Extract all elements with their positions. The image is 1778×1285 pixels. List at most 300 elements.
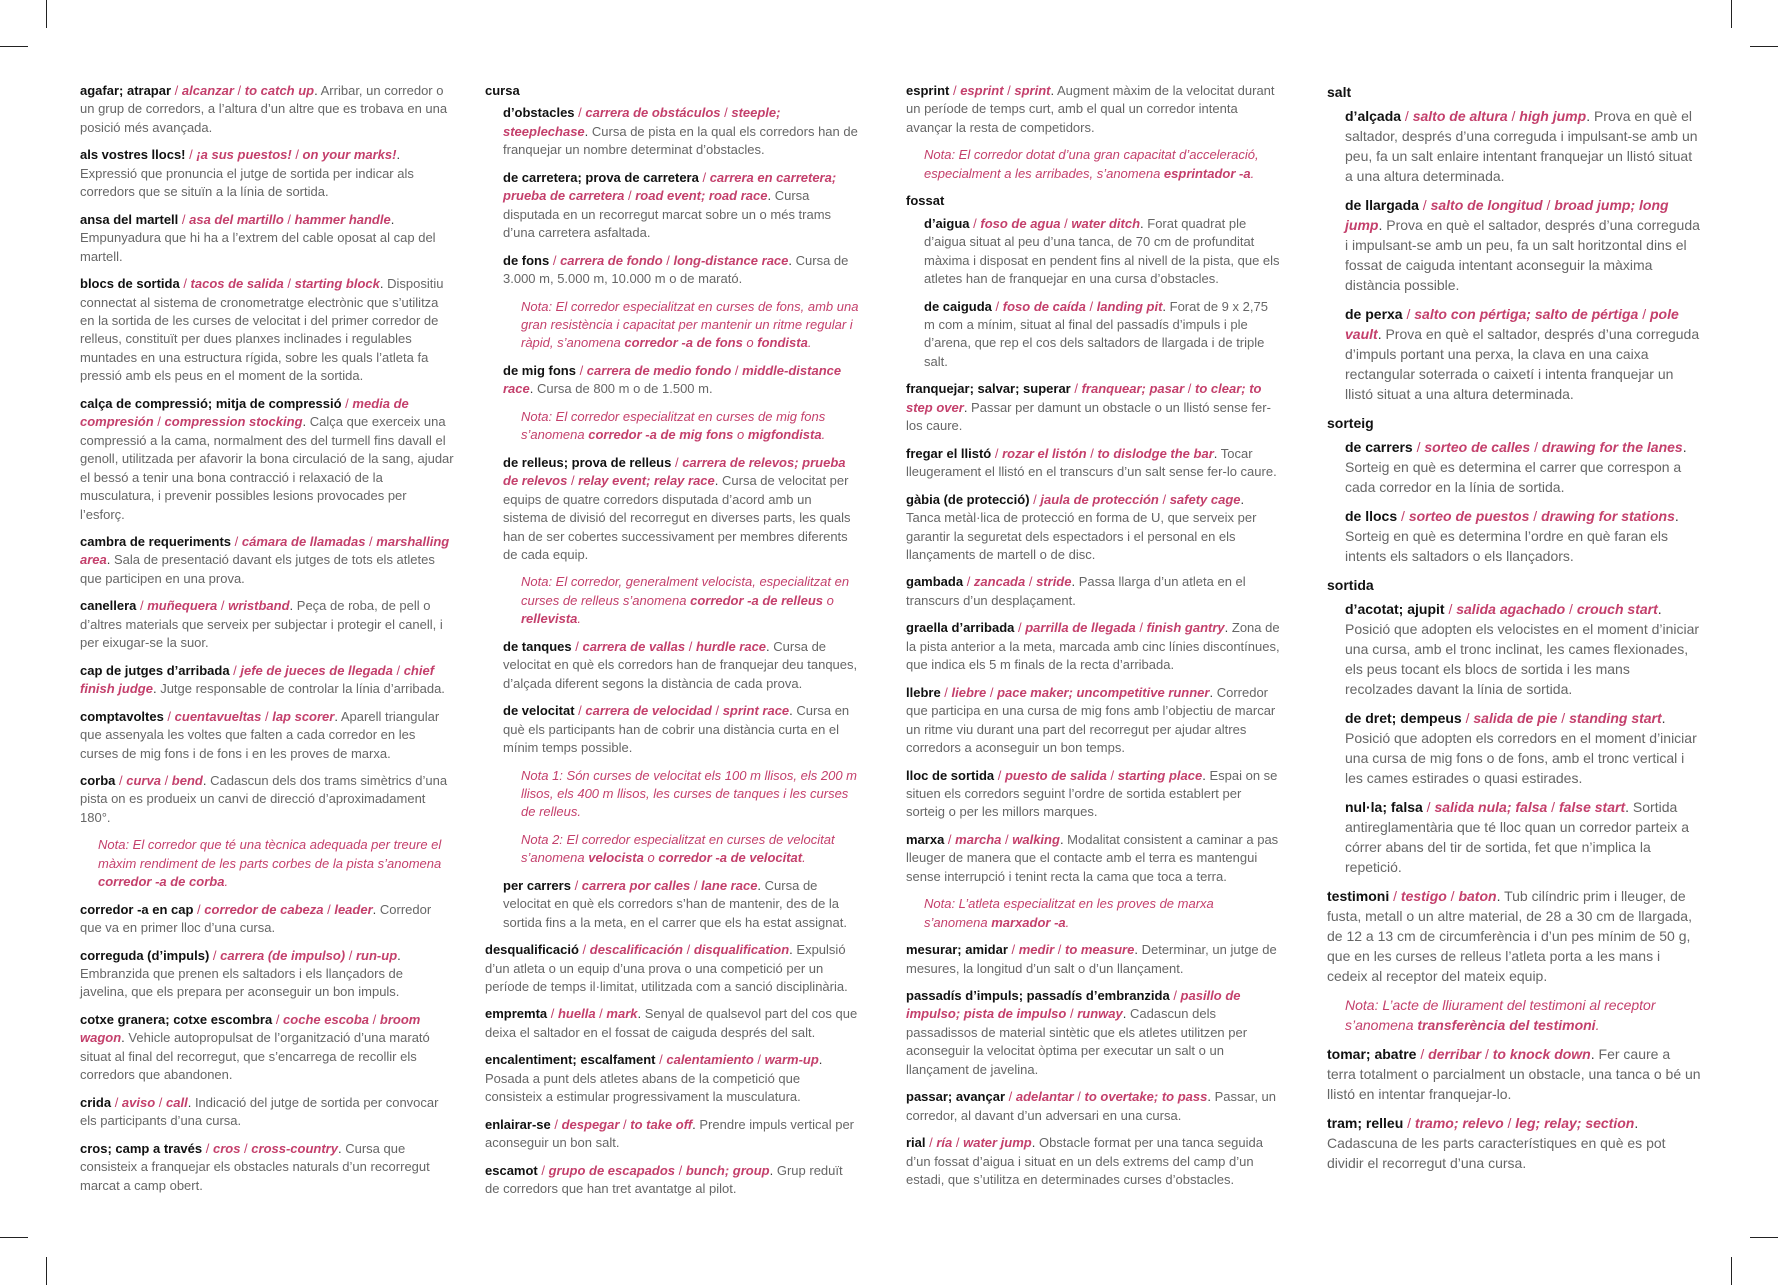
entry-body: d’aigua / foso de agua / water ditch. Forat quadrat ple d’aigua situat al peu d’una tanca, de 70 cm de profunditat màxima i disposat en pendent fins al nivell de la pista, que els atletes han de franquejar en una cursa d’obstacles.	[924, 215, 1280, 287]
note-text: o	[742, 335, 758, 351]
entry-definition: Cadascun dels dos trams simètrics d’una pista on es produeix un canvi de direcció d’aproximadament 180°.	[80, 772, 448, 825]
entry-translation: middle-distance race	[503, 362, 842, 397]
entry-term: rial	[906, 1135, 926, 1151]
entry-translation: media de compresión	[80, 395, 409, 430]
entry-term: d’alçada	[1345, 108, 1402, 124]
entry-translation: franquear; pasar	[1081, 381, 1185, 397]
separator: /	[1029, 491, 1041, 507]
separator: /	[365, 533, 377, 549]
separator: /	[925, 1135, 937, 1151]
separator: /	[231, 533, 242, 549]
entry-term: mesurar; amidar	[906, 942, 1008, 958]
glossary-entry	[906, 1088, 1280, 1125]
entry-note	[521, 831, 859, 868]
entry-term: desqualificació	[485, 942, 579, 958]
entry-term: franquejar; salvar; superar	[906, 381, 1071, 397]
separator: /	[1461, 710, 1474, 726]
entry-translation: to clear; to step over	[906, 381, 1262, 415]
separator: /	[369, 1011, 380, 1027]
glossary-entry	[1345, 106, 1701, 186]
entry-translation: despegar	[561, 1116, 620, 1132]
entry-body: crida / aviso / call. Indicació del jutge de sortida per convocar els participants d’una cursa.	[80, 1094, 439, 1129]
entry-term: graella d’arribada	[906, 620, 1015, 636]
note-text: .	[807, 335, 812, 351]
glossary-entry	[924, 215, 1280, 289]
entry-body: de caiguda / foso de caída / landing pit. Forat de 9 x 2,75 m com a mínim, situat al final del passadís d’impuls i ple d’arena, que rep el cos dels saltadors de llargada i de triple salt.	[924, 298, 1268, 369]
entry-term: cambra de requeriments	[80, 533, 232, 549]
separator: /	[753, 1052, 765, 1068]
separator: /	[1530, 439, 1542, 455]
entry-translation: to take off	[630, 1116, 693, 1132]
glossary-entry	[906, 445, 1280, 482]
separator: /	[1014, 620, 1026, 636]
entry-translation: derribar	[1428, 1046, 1482, 1062]
entry-note	[924, 895, 1280, 932]
entry-translation: ¡a sus puestos!	[196, 147, 292, 163]
separator: /	[1007, 942, 1019, 958]
entry-body: esprint / esprint / sprint. Augment màxim de la velocitat durant un període de temps curt, amb el qual un corredor intenta avançar la resta de competidors.	[906, 83, 1275, 135]
entry-definition: Jutge responsable de controlar la línia d’arribada.	[160, 681, 445, 697]
entry-translation: descalificación	[589, 942, 683, 958]
separator: /	[549, 252, 561, 268]
entry-translation: puesto de salida	[1004, 767, 1107, 783]
entry-body: de fons / carrera de fondo / long-distance race. Cursa de 3.000 m, 5.000 m, 10.000 m o de marató.	[503, 252, 849, 287]
entry-body: cotxe granera; cotxe escombra / coche escoba / broom wagon. Vehicle autopropulsat de l’organització d’una marató situat al final del recorregut, que s’encarrega de recollir els corredors que abandonen.	[80, 1011, 430, 1083]
entry-definition: Embranzida que prenen els saltadors i els llançadors de javelina, que els prepara per aconseguir un bon impuls.	[80, 966, 404, 1000]
separator: /	[1106, 767, 1118, 783]
entry-definition: Passar, un corredor, al davant d’un adversari en una cursa.	[906, 1089, 1277, 1123]
entry-note	[521, 573, 859, 628]
entry-definition: Tub cilíndric prim i lleuger, de fusta, metall o un altre material, de 28 a 30 cm de llargada, de 12 a 13 cm de circumferència i d’un pes mínim de 50 g, que en les curses de relleus l’atleta porta a les mans i cedeix al receptor del mateix equip.	[1327, 888, 1692, 984]
note-term: corredor -a de velocitat	[658, 850, 803, 866]
entry-translation: adelantar	[1015, 1089, 1074, 1105]
glossary-entry	[80, 395, 454, 524]
entry-translation: testigo	[1400, 888, 1447, 904]
entry-term: tram; relleu	[1327, 1115, 1404, 1131]
entry-translation: stride	[1036, 574, 1072, 590]
separator: /	[963, 574, 974, 590]
separator: /	[682, 942, 694, 958]
entry-term: de dret; dempeus	[1345, 710, 1462, 726]
separator: /	[1565, 601, 1577, 617]
entry-body: per carrers / carrera por calles / lane race. Cursa de velocitat en què els corredors s’han de mantenir, des de la sortida fins a la meta, en el carrer que els ha estat assignat.	[503, 877, 847, 930]
entry-translation: sorteo de puestos	[1408, 508, 1530, 524]
entry-translation: lap scorer	[272, 708, 335, 724]
note-text: Nota: El corredor especialitzat en curses de fons, amb una gran resistència i capacitat per mantenir un ritme regular i ràpid, s’anomena	[521, 298, 859, 351]
entry-body: nul·la; falsa / salida nula; falsa / false start. Sortida antireglamentària que té lloc quan un corredor parteix a córrer abans del tir de sortida, fet que n’implica la repetició.	[1345, 799, 1689, 875]
separator: /	[217, 598, 229, 614]
separator: /	[991, 298, 1003, 314]
entry-definition: Cadascuna de les parts característiques en què es pot dividir el recorregut d’una cursa.	[1327, 1135, 1666, 1171]
entry-body: canellera / muñequera / wristband. Peça de roba, de pell o d’altres materials que serveix per subjectar i protegir el canell, i per eixugar-se la suor.	[80, 598, 443, 651]
entry-definition: Zona de la pista anterior a la meta, marcada amb cinc línies discontínues, que indica els 5 m finals de la recta d’arribada.	[906, 620, 1280, 673]
entry-translation: chief finish judge	[80, 662, 435, 697]
entry-body: corredor -a en cap / corredor de cabeza / leader. Corredor que va en primer lloc d’una cursa.	[80, 901, 432, 936]
group-heading: sortida	[1327, 577, 1374, 593]
entry-body: de carretera; prova de carretera / carrera en carretera; prueba de carretera / road event; road race. Cursa disputada en un recorregut marcat sobre un o més trams d’una carretera asfaltada.	[503, 169, 837, 241]
entry-term: testimoni	[1327, 888, 1390, 904]
entry-term: escamot	[485, 1162, 538, 1178]
glossary-column-3	[906, 82, 1280, 1199]
separator: /	[994, 767, 1005, 783]
entry-definition: Cadascun dels passadissos de material sintètic que els atletes utilitzen per aconseguir la velocitat òptima per executar un salt o un llançament de javelina.	[906, 1006, 1248, 1077]
separator: /	[233, 83, 245, 98]
entry-body: comptavoltes / cuentavueltas / lap scorer. Aparell triangular que assenyala les voltes que falten a cada corredor en les curses de mig fons i de fons i en les proves de marxa.	[80, 708, 440, 761]
entry-translation: broad jump; long jump	[1345, 197, 1669, 233]
entry-translation: drawing for stations	[1541, 508, 1675, 524]
entry-body: cros; camp a través / cros / cross-country. Cursa que consisteix a franquejar els obstacles naturals d’un recorregut marcat a camp obert.	[80, 1140, 430, 1193]
separator: /	[991, 445, 1003, 461]
note-text: Nota: L’acte de lliurament del testimoni al receptor s’anomena	[1345, 997, 1656, 1033]
separator: /	[160, 772, 172, 788]
entry-definition: Cursa de velocitat en què els corredors han de franquejar deu tanques, d’alçada diferent segons la distància de cada prova.	[503, 638, 858, 691]
entry-term: passadís d’impuls; passadís d’embranzida	[906, 988, 1170, 1004]
entry-body: ansa del martell / asa del martillo / hammer handle. Empunyadura que hi ha a l’extrem del cable oposat al cap del martell.	[80, 211, 436, 264]
separator: /	[193, 901, 205, 917]
entry-body: agafar; atrapar / alcanzar / to catch up. Arribar, un corredor o un grup de corredors, a l’altura d’un altre que es trobava en una posició més avançada.	[80, 83, 448, 135]
separator: /	[323, 901, 335, 917]
entry-body: gambada / zancada / stride. Passa llarga d’un atleta en el transcurs d’un desplaçament.	[906, 574, 1246, 608]
separator: /	[949, 83, 961, 98]
entry-translation: pace maker; uncompetitive runner	[997, 684, 1210, 700]
separator: /	[1542, 197, 1555, 213]
entry-translation: salida nula; falsa	[1434, 799, 1548, 815]
separator: /	[202, 1140, 213, 1156]
separator: /	[136, 598, 148, 614]
entry-translation: aviso	[121, 1094, 156, 1110]
entry-translation: long-distance race	[673, 252, 789, 268]
note-term: corredor -a de fons	[624, 335, 743, 351]
glossary-entry	[906, 831, 1280, 886]
separator: /	[1184, 381, 1196, 397]
entry-body: als vostres llocs! / ¡a sus puestos! / on your marks!. Expressió que pronuncia el jutge de sortida per indicar als corredors que se situïn a la línia de sortida.	[80, 147, 414, 200]
entry-translation: esprint	[960, 83, 1004, 98]
glossary-entry	[906, 380, 1280, 435]
entry-term: gambada	[906, 574, 964, 590]
entry-term: blocs de sortida	[80, 276, 180, 292]
entry-term: de velocitat	[503, 703, 575, 719]
glossary-entry	[80, 772, 454, 827]
note-term: corredor -a de relleus	[690, 592, 824, 608]
separator: /	[163, 708, 175, 724]
entry-translation: zancada	[973, 574, 1026, 590]
entry-term: de carrers	[1345, 439, 1413, 455]
entry-translation: carrera de medio fondo	[586, 362, 732, 378]
entry-translation: landing pit	[1096, 298, 1163, 314]
entry-translation: carrera de vallas	[582, 638, 686, 654]
separator: /	[1169, 988, 1181, 1004]
separator: /	[595, 1006, 607, 1022]
note-term: migfondista	[747, 427, 822, 443]
separator: /	[575, 362, 587, 378]
entry-body: enlairar-se / despegar / to take off. Prendre impuls vertical per aconseguir un bon salt.	[485, 1116, 855, 1151]
entry-definition: Peça de roba, de pell o d’altres materials que serveix per subjectar i protegir el canell, i per eixugar-se la suor.	[80, 598, 443, 651]
entry-term: d’acotat; ajupit	[1345, 601, 1445, 617]
separator: /	[291, 147, 303, 163]
entry-translation: carrera de relevos; prueba de relevos	[503, 454, 846, 489]
entry-translation: liebre	[951, 684, 987, 700]
group-heading: fossat	[906, 193, 945, 209]
glossary-entry	[906, 619, 1280, 674]
separator: /	[261, 708, 273, 724]
glossary-entry	[1327, 886, 1701, 986]
separator: /	[969, 215, 981, 231]
entry-body: marxa / marcha / walking. Modalitat consistent a caminar a pas lleuger de manera que el contacte amb el terra es mantengui sense interrupció i tenint recta la cama que toca a terra.	[906, 831, 1279, 884]
entry-translation: calentamiento	[666, 1052, 754, 1068]
entry-translation: wristband	[228, 598, 290, 614]
entry-translation: medir	[1018, 942, 1055, 958]
note-text: Nota: El corredor, generalment velocista, especialitzat en curses de relleus s’anomena	[521, 574, 850, 608]
entry-definition: Cursa de velocitat en què els corredors s’han de mantenir, des de la sortida fins a la meta, en el carrer que els ha estat assignat.	[503, 877, 847, 930]
entry-body: escamot / grupo de escapados / bunch; group. Grup reduït de corredors que han tret avantatge al pilot.	[485, 1162, 843, 1197]
separator: /	[944, 831, 956, 847]
entry-translation: curva	[126, 772, 161, 788]
entry-definition: Sorteig en què es determina el carrer que correspon a cada corredor en la línia de sortida.	[1345, 459, 1682, 495]
entry-definition: Tanca metàl·lica de protecció en forma de U, que serveix per garantir la seguretat dels espectadors i el personal en els llançaments de martell o de disc.	[906, 510, 1257, 562]
glossary-entry	[80, 708, 454, 763]
crop-mark	[0, 1237, 28, 1238]
separator: /	[185, 147, 197, 163]
entry-body: de dret; dempeus / salida de pie / standing start. Posició que adopten els corredors en el moment d’iniciar una cursa de mig fons o de fons, amb el tronc vertical i les cames estirades o quasi estirades.	[1345, 710, 1697, 786]
entry-translation: mark	[606, 1006, 638, 1022]
entry-definition: Corredor que participa en una cursa de mig fons amb l’objectiu de marcar un ritme viu durant una part del recorregut per ajudar altres corredors a aconseguir un bon temps.	[906, 684, 1276, 756]
entry-body: tram; relleu / tramo; relevo / leg; relay; section. Cadascuna de les parts característiques en què es pot dividir el recorregut d’una cursa.	[1327, 1115, 1666, 1171]
separator: /	[1397, 508, 1409, 524]
entry-definition: Cursa de 800 m o de 1.500 m.	[536, 381, 713, 397]
note-text: o	[823, 592, 834, 608]
entry-translation: warm-up	[764, 1052, 819, 1068]
glossary-entry	[1327, 1113, 1701, 1173]
glossary-entry	[906, 941, 1280, 978]
entry-body: lloc de sortida / puesto de salida / starting place. Espai on se situen els corredors seguint l’ordre de sortida establert per sorteig o per les millors marques.	[906, 767, 1278, 820]
separator: /	[1001, 831, 1013, 847]
note-text: .	[802, 850, 806, 866]
entry-translation: call	[166, 1094, 188, 1110]
entry-definition: Forat de 9 x 2,75 m com a mínim, situat al final del passadís d’impuls i ple d’arena, que rep el cos dels saltadors de llargada i de triple salt.	[924, 298, 1268, 369]
entry-term: tomar; abatre	[1327, 1046, 1417, 1062]
note-text: Nota: El corredor dotat d’una gran capacitat d’acceleració, especialment a les arribades, s’anomena	[924, 147, 1259, 181]
entry-term: cap de jutges d’arribada	[80, 662, 230, 678]
entry-definition: Prendre impuls vertical per aconseguir un bon salt.	[485, 1116, 855, 1151]
entry-translation: carrera de fondo	[560, 252, 663, 268]
entry-translation: bunch; group	[685, 1162, 770, 1178]
separator: /	[341, 395, 353, 411]
separator: /	[574, 703, 586, 719]
separator: /	[1085, 298, 1097, 314]
separator: /	[624, 188, 636, 204]
separator: /	[283, 276, 295, 292]
separator: /	[675, 1162, 686, 1178]
separator: /	[1481, 1046, 1493, 1062]
entry-body: fregar el llistó / rozar el listón / to dislodge the bar. Tocar lleugerament el llistó en el transcurs d’un salt sense fer-lo caure.	[906, 445, 1277, 480]
note-text: Nota: El corredor que té una tècnica adequada per treure el màxim rendiment de les parts corbes de la pista s’anomena	[98, 837, 442, 871]
entry-translation: water jump	[963, 1135, 1032, 1151]
glossary-entry	[485, 1162, 859, 1199]
glossary-entry	[80, 1011, 454, 1085]
entry-definition: Cursa de velocitat per equips de quatre corredors disputada d’acord amb un sistema de divisió del recorregut en diverses parts, les quals han de ser cobertes successivament per membres diferents de cada equip.	[503, 473, 851, 562]
glossary-entry	[80, 275, 454, 386]
crop-mark	[0, 46, 28, 47]
entry-term: de carretera; prova de carretera	[503, 169, 699, 185]
entry-term: de fons	[503, 252, 550, 268]
glossary-entry	[485, 941, 859, 996]
separator: /	[986, 684, 998, 700]
entry-translation: grupo de escapados	[548, 1162, 676, 1178]
separator: /	[345, 947, 356, 963]
entry-translation: safety cage	[1169, 491, 1241, 507]
entry-translation: to catch up	[244, 83, 315, 98]
entry-translation: standing start	[1569, 710, 1662, 726]
entry-translation: walking	[1012, 831, 1060, 847]
entry-definition: Sala de presentació davant els jutges de tots els atletes que participen en una prova.	[80, 552, 435, 586]
glossary-entry	[503, 638, 859, 693]
glossary-entry	[80, 146, 454, 201]
entry-term: lloc de sortida	[906, 767, 995, 783]
entry-translation: carrera por calles	[581, 877, 691, 893]
entry-term: corredor -a en cap	[80, 901, 194, 917]
note-term: marxador -a	[991, 914, 1066, 930]
entry-body: de tanques / carrera de vallas / hurdle race. Cursa de velocitat en què els corredors han de franquejar deu tanques, d’alçada diferent segons la distància de cada prova.	[503, 638, 858, 691]
separator: /	[179, 276, 191, 292]
entry-translation: to dislodge the bar	[1097, 445, 1214, 461]
entry-term: correguda (d’impuls)	[80, 947, 210, 963]
entry-body: d’obstacles / carrera de obstáculos / steeple; steeplechase. Cursa de pista en la qual els corredors han de franquejar un nombre determinat d’obstacles.	[503, 105, 858, 158]
separator: /	[1418, 197, 1431, 213]
note-text: .	[1595, 1017, 1600, 1033]
entry-translation: salto de longitud	[1430, 197, 1543, 213]
glossary-entry	[485, 1051, 859, 1106]
separator: /	[1557, 710, 1570, 726]
entry-translation: starting block	[294, 276, 380, 292]
entry-note	[924, 146, 1280, 183]
entry-definition: Espai on se situen els corredors seguint l’ordre de sortida establert per sorteig o per les millors marques.	[906, 767, 1278, 820]
entry-translation: cros	[212, 1140, 241, 1156]
glossary-column-2	[485, 82, 859, 1208]
entry-term: de llocs	[1345, 508, 1398, 524]
separator: /	[272, 1011, 284, 1027]
entry-term: ansa del martell	[80, 211, 179, 227]
entry-note	[521, 298, 859, 353]
separator: /	[1638, 306, 1650, 322]
entry-translation: to measure	[1064, 942, 1135, 958]
separator: /	[1446, 888, 1459, 904]
note-text: .	[577, 611, 581, 627]
separator: /	[1005, 1089, 1016, 1105]
separator: /	[1003, 83, 1015, 98]
crop-mark	[1750, 1237, 1778, 1238]
crop-mark	[1750, 46, 1778, 47]
note-text: o	[643, 850, 659, 866]
glossary-entry	[906, 491, 1280, 565]
note-term: fondista	[757, 335, 808, 351]
separator: /	[662, 252, 674, 268]
crop-mark	[46, 1257, 47, 1285]
separator: /	[1507, 108, 1520, 124]
entry-term: crida	[80, 1094, 112, 1110]
entry-body: llebre / liebre / pace maker; uncompetitive runner. Corredor que participa en una cursa de mig fons amb l’objectiu de marcar un ritme viu durant una part del recorregut per ajudar altres corredors a aconseguir un bon temps.	[906, 684, 1276, 756]
entry-translation: cross-country	[251, 1140, 338, 1156]
glossary-entry	[1345, 708, 1701, 788]
entry-translation: false start	[1558, 799, 1626, 815]
separator: /	[1086, 445, 1098, 461]
separator: /	[229, 662, 241, 678]
entry-body: corba / curva / bend. Cadascun dels dos trams simètrics d’una pista on es produeix un canvi de direcció d’aproximadament 180°.	[80, 772, 448, 825]
glossary-entry	[906, 1134, 1280, 1189]
entry-definition: Expressió que pronuncia el jutge de sortida per indicar als corredors que se situïn a la línia de sortida.	[80, 165, 414, 200]
entry-translation: baton	[1458, 888, 1497, 904]
glossary-entry	[1327, 1044, 1701, 1104]
entry-translation: finish gantry	[1146, 620, 1225, 636]
glossary-entry	[503, 362, 859, 399]
separator: /	[711, 703, 723, 719]
entry-translation: salto de altura	[1412, 108, 1508, 124]
separator: /	[283, 211, 295, 227]
group-heading: cursa	[485, 83, 520, 98]
entry-body: cap de jutges d’arribada / jefe de jueces de llegada / chief finish judge. Jutge responsable de controlar la línia d’arribada.	[80, 662, 445, 697]
entry-definition: Prova en què el saltador, després d’una correguda i impulsant-se amb un peu, fa un salt horitzontal dins el fossat de caiguda intentant aconseguir la màxima distància possible.	[1345, 217, 1700, 293]
entry-body: de relleus; prova de relleus / carrera de relevos; prueba de relevos / relay event; relay race. Cursa de velocitat per equips de quatre corredors disputada d’acord amb un sistema de divisió del recorregut en diverses parts, les quals han de ser cobertes successivament per membres diferents de cada equip.	[503, 454, 851, 562]
note-text: .	[224, 874, 229, 890]
entry-translation: marshalling area	[80, 533, 450, 568]
separator: /	[690, 877, 702, 893]
separator: /	[1529, 508, 1542, 524]
entry-body: passar; avançar / adelantar / to overtake; to pass. Passar, un corredor, al davant d’un adversari en una cursa.	[906, 1089, 1277, 1123]
glossary-entry	[503, 169, 859, 243]
note-text: .	[1250, 165, 1255, 181]
entry-definition: Grup reduït de corredors que han tret avantatge al pilot.	[485, 1162, 843, 1197]
entry-definition: Empunyadura que hi ha a l’extrem del cable oposat al cap del martell.	[80, 230, 436, 264]
separator: /	[574, 105, 586, 121]
entry-translation: relay event; relay race	[578, 473, 715, 489]
entry-translation: foso de caída	[1002, 298, 1086, 314]
entry-translation: carrera de velocidad	[585, 703, 712, 719]
entry-translation: rozar el listón	[1002, 445, 1087, 461]
separator: /	[720, 105, 732, 121]
separator: /	[671, 454, 683, 470]
separator: /	[1403, 1115, 1415, 1131]
entry-definition: Arribar, un corredor o un grup de corredors, a l’altura d’un altre que es trobava en una posició més avançada.	[80, 83, 448, 135]
entry-definition: Corredor que va en primer lloc d’una cursa.	[80, 901, 432, 936]
entry-translation: compression stocking	[164, 414, 303, 430]
entry-translation: pole vault	[1345, 306, 1679, 342]
entry-body: blocs de sortida / tacos de salida / starting block. Dispositiu connectat al sistema de cronometratge electrònic que s’utilitza en la sortida de les curses de velocitat i del primer corredor de relleus, constituït per dues planxes inclinades i regulables muntades en una estructura rígida, sobre les quals l’atleta fa pressió amb els peus en el moment de la sortida.	[80, 276, 444, 384]
note-term: corredor -a de mig fons	[588, 427, 734, 443]
entry-term: llebre	[906, 684, 941, 700]
note-text: o	[733, 427, 748, 443]
glossary-entry	[485, 1116, 859, 1153]
entry-definition: Sortida antireglamentària que té lloc quan un corredor parteix a córrer abans del tir de sortida, fet que n’implica la repetició.	[1345, 799, 1689, 875]
entry-term: gàbia (de protecció)	[906, 491, 1030, 507]
note-text: .	[821, 427, 826, 443]
separator: /	[1066, 1006, 1078, 1022]
entry-body: cambra de requeriments / cámara de llamadas / marshalling area. Sala de presentació davant els jutges de tots els atletes que participen en una prova.	[80, 533, 450, 586]
note-term: transferència del testimoni	[1417, 1017, 1596, 1033]
entry-translation: drawing for the lanes	[1541, 439, 1683, 455]
entry-translation: cuentavueltas	[174, 708, 262, 724]
entry-term: cotxe granera; cotxe escombra	[80, 1011, 273, 1027]
entry-translation: disqualification	[693, 942, 790, 958]
entry-definition: Fer caure a terra totalment o parcialment un obstacle, una tanca o bé un llistó en intentar franquejar-lo.	[1327, 1046, 1701, 1102]
entry-definition: Obstacle format per una tanca seguida d’un fossat d’aigua i situat en un dels extrems del camp d’un estadi, que s’utilitza en determinades curses d’obstacles.	[906, 1135, 1263, 1188]
entry-body: d’acotat; ajupit / salida agachado / crouch start. Posició que adopten els velocistes en el moment d’iniciar una cursa, amb el tronc inclinat, les cames flexionades, els peus tocant els blocs de sortida i les mans recolzades davant la línia de sortida.	[1345, 601, 1700, 697]
entry-body: de llargada / salto de longitud / broad jump; long jump. Prova en què el saltador, després d’una correguda i impulsant-se amb un peu, fa un salt horitzontal dins el fossat de caiguda intentant aconseguir la màxima distància possible.	[1345, 197, 1700, 293]
entry-translation: carrera (de impulso)	[220, 947, 346, 963]
separator: /	[655, 1052, 667, 1068]
entry-definition: Cursa de 3.000 m, 5.000 m, 10.000 m o de marató.	[503, 252, 849, 287]
entry-body: encalentiment; escalfament / calentamiento / warm-up. Posada a punt dels atletes abans de la competició que consisteix a estimular progressivament la musculatura.	[485, 1052, 823, 1105]
entry-definition: Expulsió d’un atleta o un equip d’una prova o una competició per un període de temps il·limitat, utilitzada com a sanció disciplinària.	[485, 942, 848, 995]
entry-translation: broom wagon	[80, 1011, 421, 1046]
